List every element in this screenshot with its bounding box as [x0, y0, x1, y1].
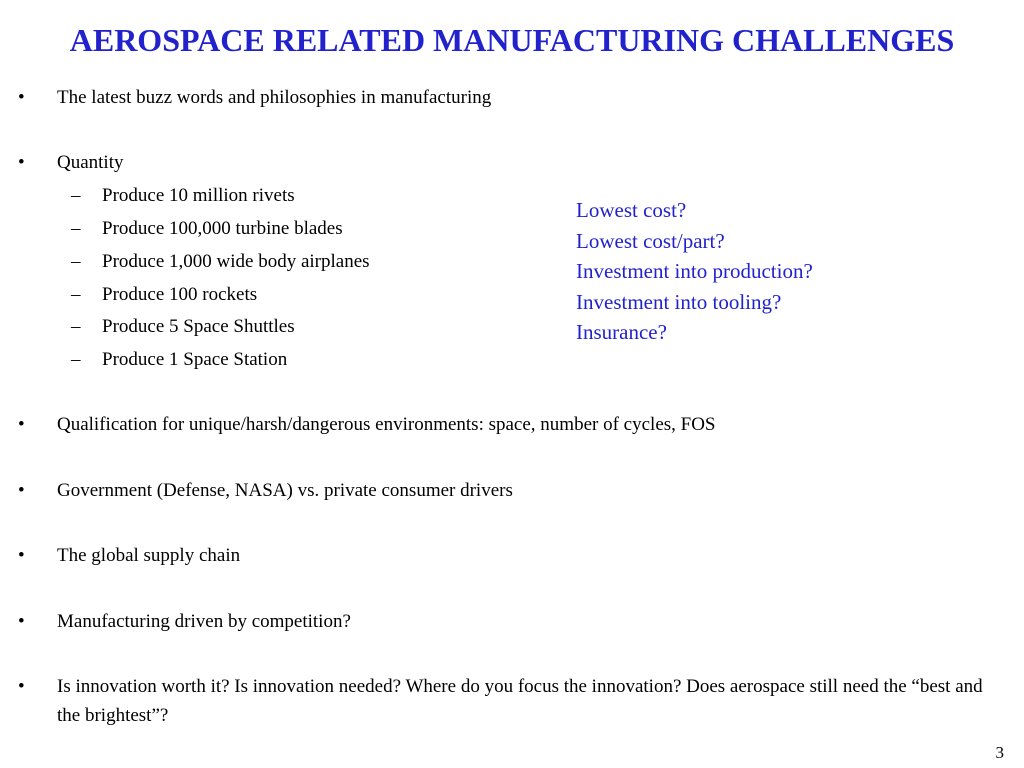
sub-text: Produce 10 million rivets: [102, 185, 295, 206]
callout-line: Investment into production?: [576, 259, 813, 283]
bullet-marker: •: [18, 676, 25, 697]
sub-text: Produce 100,000 turbine blades: [102, 218, 343, 239]
bullet-text: Is innovation worth it? Is innovation needed? Where do you focus the innovation? Does aerospace still need the “best and the brightest”?: [57, 676, 983, 726]
bullet-marker: •: [18, 87, 25, 108]
sub-text: Produce 1,000 wide body airplanes: [102, 251, 370, 272]
bullet-text: Quantity: [57, 152, 124, 173]
callout-line: Lowest cost?: [576, 198, 687, 222]
sub-marker: –: [71, 284, 81, 305]
bullet-text: The latest buzz words and philosophies in manufacturing: [57, 87, 492, 108]
callout-line: Insurance?: [576, 320, 667, 344]
bullet-marker: •: [18, 414, 25, 435]
callout-line: Investment into tooling?: [576, 289, 782, 314]
sub-marker: –: [71, 185, 81, 206]
sub-marker: –: [71, 251, 81, 272]
slide-title: AEROSPACE RELATED MANUFACTURING CHALLENGES: [69, 22, 955, 58]
sub-marker: –: [71, 349, 81, 370]
bullet-marker: •: [18, 480, 25, 501]
sub-text: Produce 100 rockets: [102, 284, 258, 305]
sub-text: Produce 1 Space Station: [102, 349, 288, 370]
bullet-text: Government (Defense, NASA) vs. private consumer drivers: [57, 480, 513, 501]
bullet-marker: •: [18, 545, 25, 566]
sub-text: Produce 5 Space Shuttles: [102, 316, 295, 337]
sub-marker: –: [71, 316, 81, 337]
page-number: 3: [995, 743, 1004, 762]
sub-marker: –: [71, 218, 81, 239]
bullet-text: Qualification for unique/harsh/dangerous environments: space, number of cycles, FOS: [57, 414, 716, 435]
callout-line: Lowest cost/part?: [576, 228, 725, 253]
bullet-marker: •: [18, 152, 25, 173]
bullet-text: The global supply chain: [57, 545, 241, 566]
bullet-marker: •: [18, 611, 25, 632]
bullet-text: Manufacturing driven by competition?: [57, 611, 351, 632]
callout-questions: [576, 195, 813, 348]
